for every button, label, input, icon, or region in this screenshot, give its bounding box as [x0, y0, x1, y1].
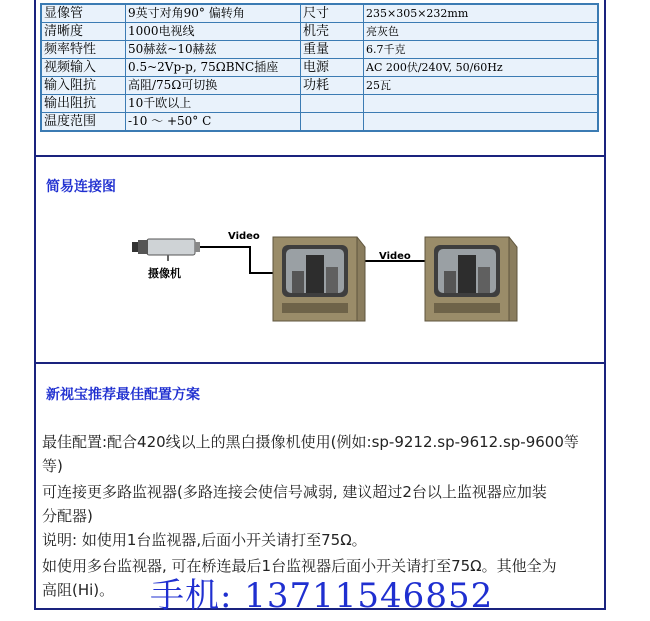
body-line-4: 分配器): [42, 507, 93, 525]
spec-row: [41, 113, 598, 132]
spec-row: [41, 23, 598, 41]
spec-table: [40, 3, 599, 132]
spec-value: 10千欧以上: [126, 95, 301, 113]
spec-value: 亮灰色: [364, 23, 599, 41]
spec-value: 1000电视线: [126, 23, 301, 41]
connection-diagram: [120, 225, 530, 335]
video-label-2: Video: [379, 251, 411, 262]
section-divider: [34, 155, 606, 157]
spec-label: 显像管: [41, 4, 126, 23]
spec-row: [41, 41, 598, 59]
spec-label: 电源: [301, 59, 364, 77]
camera-label: 摄像机: [148, 267, 181, 280]
spec-value: 0.5~2Vp-p, 75ΩBNC插座: [126, 59, 301, 77]
section-divider: [34, 362, 606, 364]
spec-value: 9英寸对角90° 偏转角: [126, 4, 301, 23]
spec-label: 尺寸: [301, 4, 364, 23]
body-line-5: 说明: 如使用1台监视器,后面小开关请打至75Ω。: [42, 531, 367, 549]
spec-label: 视频输入: [41, 59, 126, 77]
spec-label: 频率特性: [41, 41, 126, 59]
spec-value: 235×305×232mm: [364, 4, 599, 23]
spec-label: 清晰度: [41, 23, 126, 41]
phone-number: 手机: 13711546852: [150, 576, 494, 616]
spec-value: 高阻/75Ω可切换: [126, 77, 301, 95]
spec-label: 功耗: [301, 77, 364, 95]
connection-heading: 简易连接图: [46, 179, 116, 195]
config-heading: 新视宝推荐最佳配置方案: [46, 387, 200, 403]
spec-value: -10 ～ +50° C: [126, 113, 301, 132]
spec-value: 50赫兹~10赫兹: [126, 41, 301, 59]
diagram-svg: [120, 225, 530, 335]
body-line-2: 等): [42, 457, 63, 475]
video-cable-1: [200, 247, 285, 273]
spec-row: [41, 77, 598, 95]
spec-value: 25瓦: [364, 77, 599, 95]
spec-label: 机壳: [301, 23, 364, 41]
monitor-icon-2: [425, 237, 517, 321]
body-line-3: 可连接更多路监视器(多路连接会使信号减弱, 建议超过2台以上监视器应加装: [42, 483, 547, 501]
spec-label: 重量: [301, 41, 364, 59]
body-line-6: 如使用多台监视器, 可在桥连最后1台监视器后面小开关请打至75Ω。其他全为: [42, 557, 557, 575]
body-line-1: 最佳配置:配合420线以上的黑白摄像机使用(例如:sp-9212.sp-9612.sp-9600等: [42, 433, 579, 451]
spec-value: [364, 113, 599, 132]
monitor-icon-1: [273, 237, 365, 321]
spec-row: [41, 4, 598, 23]
spec-row: [41, 95, 598, 113]
spec-value: [364, 95, 599, 113]
video-label-1: Video: [228, 231, 260, 242]
spec-value: 6.7千克: [364, 41, 599, 59]
spec-value: AC 200伏/240V, 50/60Hz: [364, 59, 599, 77]
spec-label: [301, 95, 364, 113]
spec-label: 输入阻抗: [41, 77, 126, 95]
camera-icon: [132, 239, 200, 261]
spec-label: [301, 113, 364, 132]
body-line-7: 高阻(Hi)。: [42, 581, 115, 599]
spec-label: 温度范围: [41, 113, 126, 132]
spec-row: [41, 59, 598, 77]
spec-label: 输出阻抗: [41, 95, 126, 113]
